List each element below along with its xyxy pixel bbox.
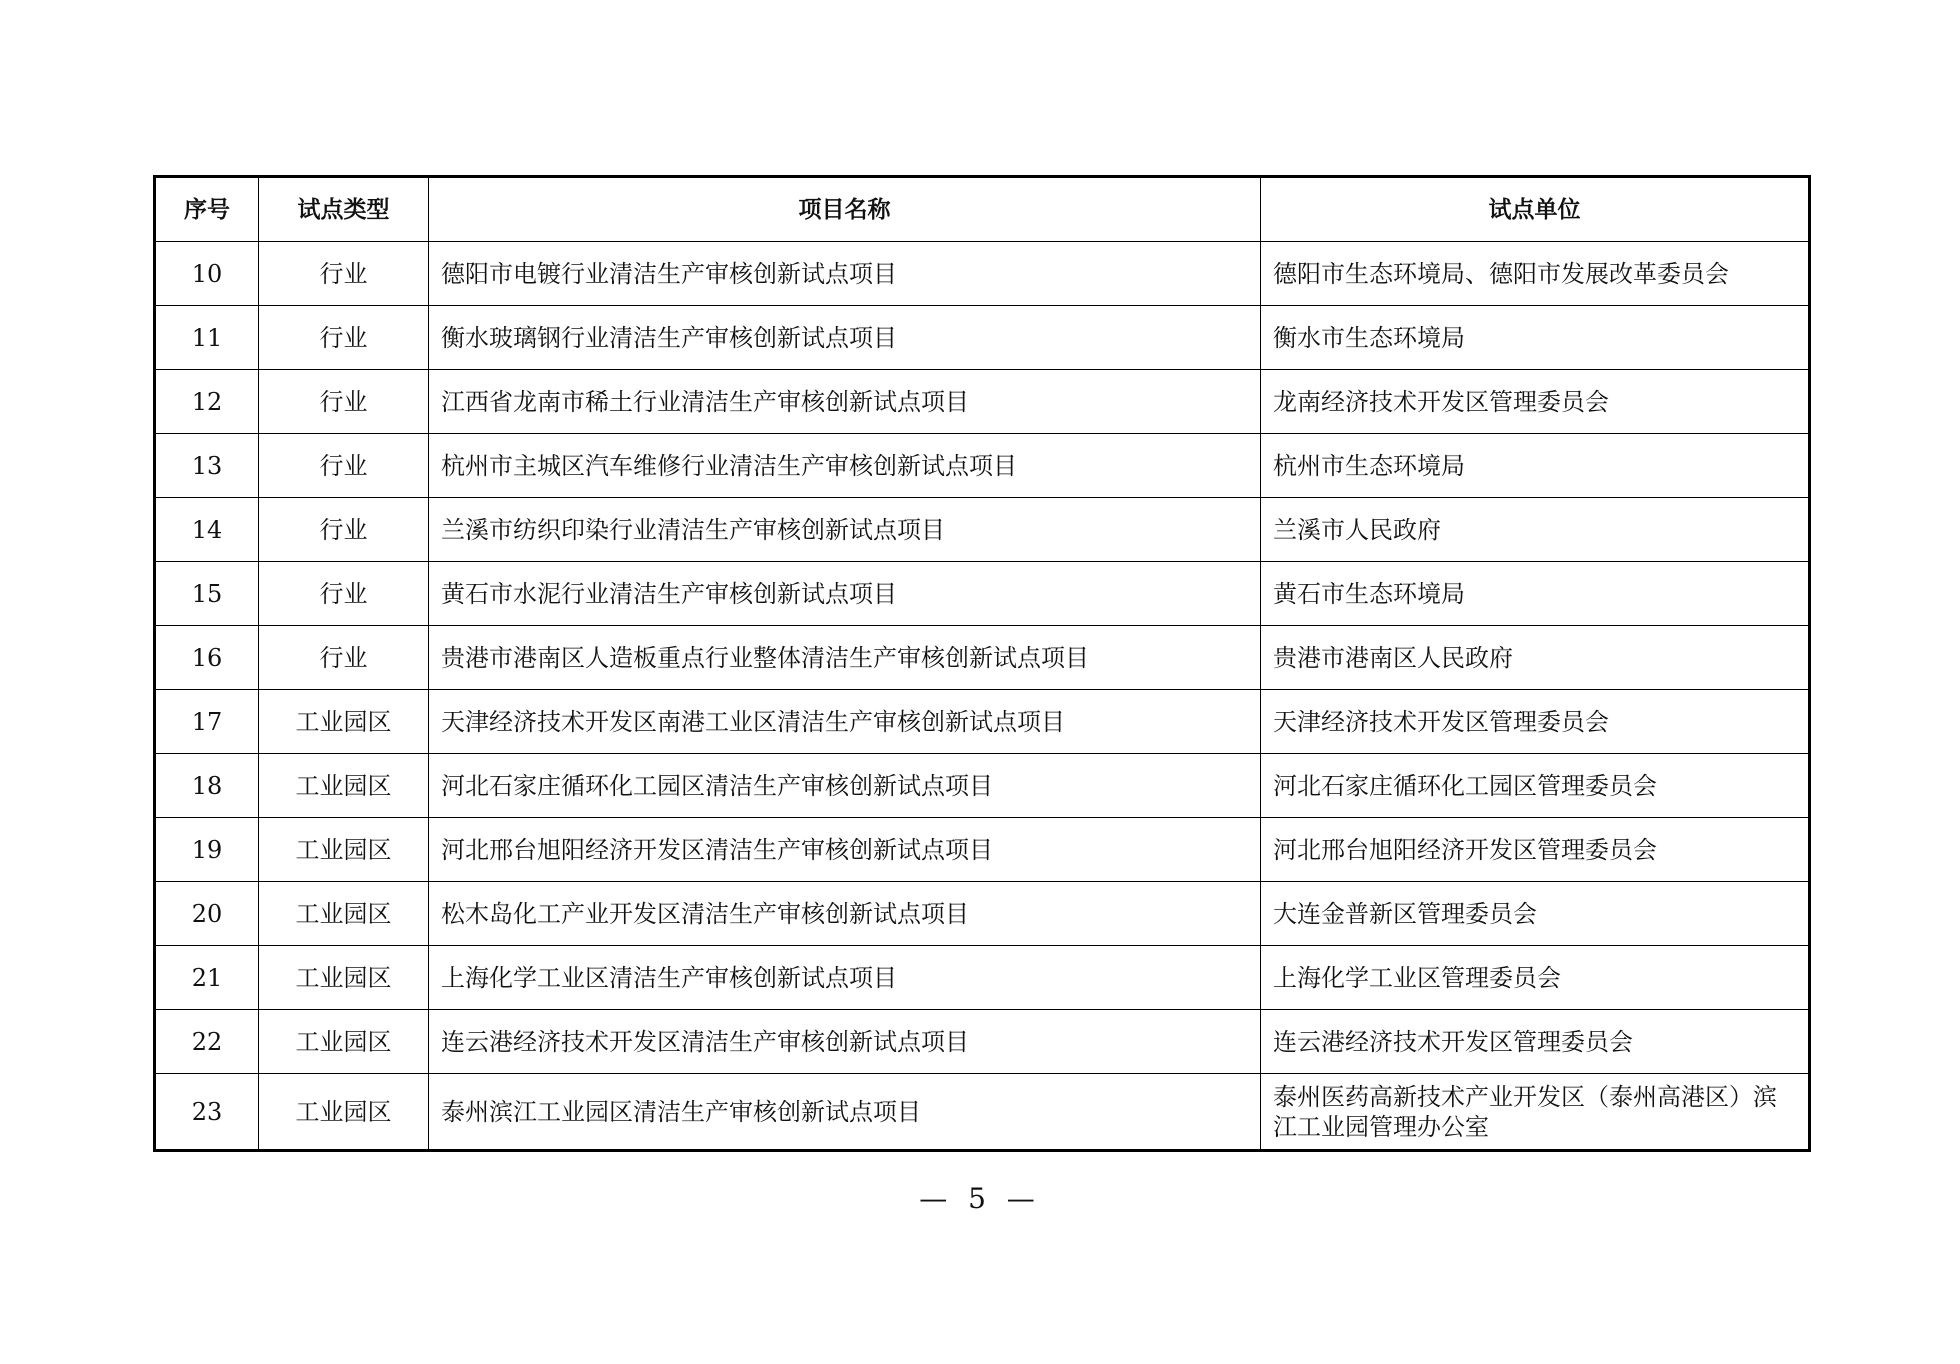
cell-seq: 16 bbox=[155, 626, 259, 690]
cell-unit: 龙南经济技术开发区管理委员会 bbox=[1261, 370, 1810, 434]
cell-unit: 德阳市生态环境局、德阳市发展改革委员会 bbox=[1261, 242, 1810, 306]
cell-seq: 10 bbox=[155, 242, 259, 306]
cell-seq: 18 bbox=[155, 754, 259, 818]
cell-name: 兰溪市纺织印染行业清洁生产审核创新试点项目 bbox=[429, 498, 1261, 562]
cell-unit: 黄石市生态环境局 bbox=[1261, 562, 1810, 626]
cell-name: 上海化学工业区清洁生产审核创新试点项目 bbox=[429, 946, 1261, 1010]
cell-name: 天津经济技术开发区南港工业区清洁生产审核创新试点项目 bbox=[429, 690, 1261, 754]
cell-type: 行业 bbox=[259, 242, 429, 306]
table-row bbox=[155, 946, 1810, 1010]
cell-type: 工业园区 bbox=[259, 818, 429, 882]
cell-seq: 17 bbox=[155, 690, 259, 754]
cell-type: 行业 bbox=[259, 562, 429, 626]
cell-type: 工业园区 bbox=[259, 946, 429, 1010]
cell-type: 行业 bbox=[259, 434, 429, 498]
table-row bbox=[155, 882, 1810, 946]
table-row bbox=[155, 498, 1810, 562]
cell-unit: 贵港市港南区人民政府 bbox=[1261, 626, 1810, 690]
table-row bbox=[155, 370, 1810, 434]
cell-unit: 衡水市生态环境局 bbox=[1261, 306, 1810, 370]
cell-seq: 23 bbox=[155, 1074, 259, 1151]
pilot-projects-table bbox=[153, 175, 1811, 1152]
cell-unit: 上海化学工业区管理委员会 bbox=[1261, 946, 1810, 1010]
table-row bbox=[155, 562, 1810, 626]
table-row bbox=[155, 690, 1810, 754]
cell-seq: 13 bbox=[155, 434, 259, 498]
cell-seq: 12 bbox=[155, 370, 259, 434]
cell-name: 河北石家庄循环化工园区清洁生产审核创新试点项目 bbox=[429, 754, 1261, 818]
cell-name: 衡水玻璃钢行业清洁生产审核创新试点项目 bbox=[429, 306, 1261, 370]
cell-seq: 20 bbox=[155, 882, 259, 946]
header-seq: 序号 bbox=[155, 177, 259, 242]
cell-seq: 22 bbox=[155, 1010, 259, 1074]
cell-unit: 河北邢台旭阳经济开发区管理委员会 bbox=[1261, 818, 1810, 882]
table-row bbox=[155, 1074, 1810, 1151]
cell-unit: 天津经济技术开发区管理委员会 bbox=[1261, 690, 1810, 754]
header-type: 试点类型 bbox=[259, 177, 429, 242]
cell-name: 泰州滨江工业园区清洁生产审核创新试点项目 bbox=[429, 1074, 1261, 1151]
cell-seq: 21 bbox=[155, 946, 259, 1010]
cell-unit: 大连金普新区管理委员会 bbox=[1261, 882, 1810, 946]
page-number: — 5 — bbox=[919, 1182, 1041, 1215]
cell-type: 行业 bbox=[259, 498, 429, 562]
cell-seq: 14 bbox=[155, 498, 259, 562]
cell-name: 河北邢台旭阳经济开发区清洁生产审核创新试点项目 bbox=[429, 818, 1261, 882]
header-unit: 试点单位 bbox=[1261, 177, 1810, 242]
cell-seq: 15 bbox=[155, 562, 259, 626]
table-row bbox=[155, 1010, 1810, 1074]
table-row bbox=[155, 434, 1810, 498]
header-name: 项目名称 bbox=[429, 177, 1261, 242]
cell-name: 江西省龙南市稀土行业清洁生产审核创新试点项目 bbox=[429, 370, 1261, 434]
table-row bbox=[155, 818, 1810, 882]
cell-type: 行业 bbox=[259, 626, 429, 690]
cell-unit: 泰州医药高新技术产业开发区（泰州高港区）滨江工业园管理办公室 bbox=[1261, 1074, 1810, 1151]
cell-name: 贵港市港南区人造板重点行业整体清洁生产审核创新试点项目 bbox=[429, 626, 1261, 690]
cell-unit: 河北石家庄循环化工园区管理委员会 bbox=[1261, 754, 1810, 818]
cell-unit: 连云港经济技术开发区管理委员会 bbox=[1261, 1010, 1810, 1074]
table-header-row bbox=[155, 177, 1810, 242]
cell-unit: 杭州市生态环境局 bbox=[1261, 434, 1810, 498]
cell-type: 工业园区 bbox=[259, 690, 429, 754]
cell-type: 工业园区 bbox=[259, 1074, 429, 1151]
cell-name: 连云港经济技术开发区清洁生产审核创新试点项目 bbox=[429, 1010, 1261, 1074]
table-row bbox=[155, 306, 1810, 370]
cell-type: 工业园区 bbox=[259, 754, 429, 818]
cell-name: 松木岛化工产业开发区清洁生产审核创新试点项目 bbox=[429, 882, 1261, 946]
cell-seq: 11 bbox=[155, 306, 259, 370]
table-row bbox=[155, 754, 1810, 818]
cell-type: 行业 bbox=[259, 306, 429, 370]
table-row bbox=[155, 242, 1810, 306]
cell-name: 杭州市主城区汽车维修行业清洁生产审核创新试点项目 bbox=[429, 434, 1261, 498]
cell-name: 黄石市水泥行业清洁生产审核创新试点项目 bbox=[429, 562, 1261, 626]
cell-seq: 19 bbox=[155, 818, 259, 882]
cell-type: 行业 bbox=[259, 370, 429, 434]
cell-name: 德阳市电镀行业清洁生产审核创新试点项目 bbox=[429, 242, 1261, 306]
cell-type: 工业园区 bbox=[259, 1010, 429, 1074]
table-row bbox=[155, 626, 1810, 690]
cell-unit: 兰溪市人民政府 bbox=[1261, 498, 1810, 562]
cell-type: 工业园区 bbox=[259, 882, 429, 946]
